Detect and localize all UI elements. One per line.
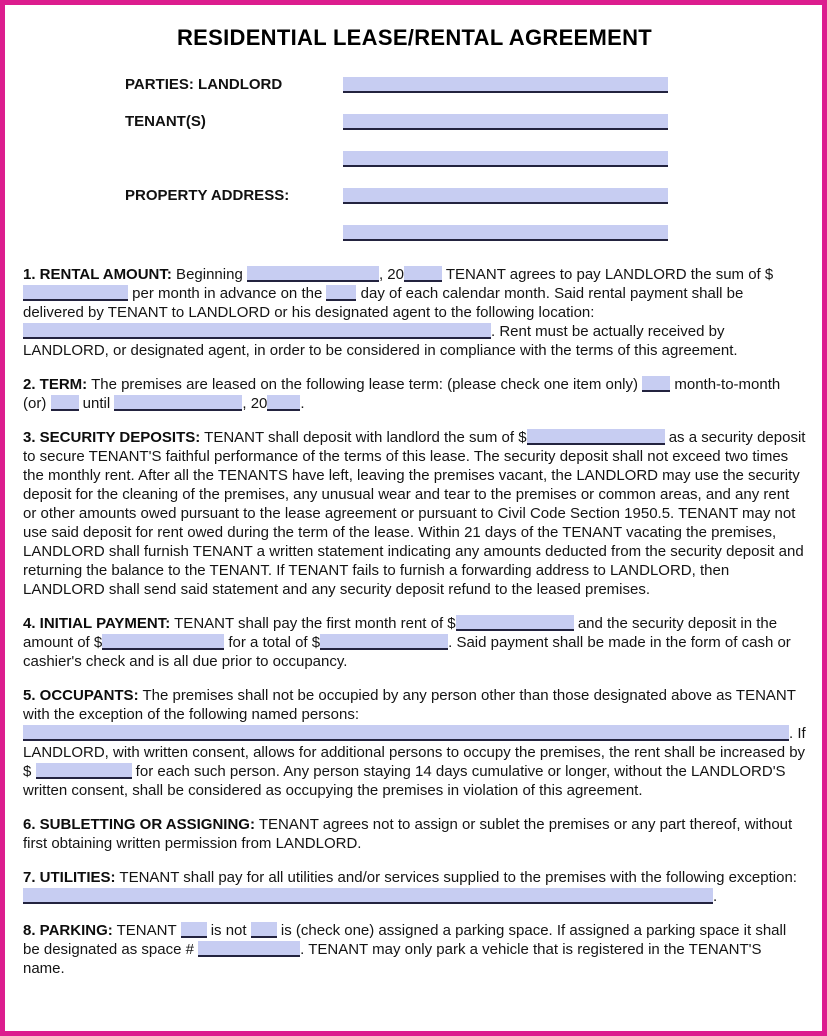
parking-space-number-field[interactable]	[198, 941, 300, 957]
landlord-row	[125, 71, 806, 93]
body-text: month-to-month (or)	[23, 376, 781, 412]
section-heading: 4. INITIAL PAYMENT:	[23, 615, 171, 632]
body-text: , 20	[242, 395, 268, 412]
tenant-name-field-1[interactable]	[343, 114, 668, 130]
section-3-security-deposits	[23, 428, 806, 599]
security-deposit-amount-field[interactable]	[527, 429, 665, 445]
utilities-exception-field[interactable]	[23, 888, 713, 904]
body-text: until	[78, 395, 115, 412]
tenant-name-field-2[interactable]	[343, 151, 668, 167]
body-text: , 20	[378, 266, 404, 283]
body-text: TENANT shall pay the first month rent of $	[170, 615, 456, 632]
section-7-utilities	[23, 868, 806, 906]
page-title: RESIDENTIAL LEASE/RENTAL AGREEMENT	[176, 25, 653, 50]
property-address-row-1	[125, 182, 806, 204]
section-4-initial-payment	[23, 614, 806, 671]
property-address-label: PROPERTY ADDRESS:	[125, 187, 290, 204]
property-address-field-2[interactable]	[343, 225, 668, 241]
body-text: and the security deposit in the amount of $	[23, 615, 778, 651]
tenant-row-2	[125, 145, 806, 167]
section-heading: 7. UTILITIES:	[23, 869, 116, 886]
parties-header	[125, 71, 806, 241]
body-text: is (check one) assigned a parking space. If assigned a parking space it shall be designated as space #	[23, 922, 787, 958]
body-text: TENANT shall deposit with landlord the sum of $	[200, 429, 527, 446]
body-text: for a total of $	[224, 634, 321, 651]
body-text: for each such person. Any person staying 14 days cumulative or longer, without the LANDLORD'S written consent, shall be considered as occupying the premises in violation of this agreement.	[23, 763, 786, 799]
month-to-month-checkbox-field[interactable]	[642, 376, 670, 392]
lease-begin-year-field[interactable]	[404, 266, 442, 282]
rent-due-day-field[interactable]	[326, 285, 356, 301]
named-occupants-field[interactable]	[23, 725, 789, 741]
body-text: The premises shall not be occupied by any person other than those designated above as TENANT with the exception of the following named persons:	[23, 687, 796, 723]
rent-increase-per-person-field[interactable]	[36, 763, 132, 779]
parties-landlord-label: PARTIES: LANDLORD	[125, 76, 283, 93]
payment-location-field[interactable]	[23, 323, 491, 339]
tenants-label: TENANT(S)	[125, 113, 206, 130]
section-5-occupants	[23, 686, 806, 800]
body-text: TENANT agrees not to assign or sublet the premises or any part thereof, without first obtaining written permission from LANDLORD.	[23, 816, 793, 852]
body-text: TENANT shall pay for all utilities and/or services supplied to the premises with the following exception:	[115, 869, 797, 886]
parking-is-not-checkbox-field[interactable]	[181, 922, 207, 938]
lease-begin-date-field[interactable]	[247, 266, 379, 282]
section-2-term	[23, 375, 806, 413]
section-8-parking	[23, 921, 806, 978]
body-text: Beginning	[171, 266, 247, 283]
monthly-rent-amount-field[interactable]	[23, 285, 128, 301]
section-heading: 8. PARKING:	[23, 922, 113, 939]
section-heading: 2. TERM:	[23, 376, 88, 393]
parking-is-checkbox-field[interactable]	[251, 922, 277, 938]
lease-end-date-field[interactable]	[114, 395, 242, 411]
section-heading: 1. RENTAL AMOUNT:	[23, 266, 172, 283]
body-text: day of each calendar month. Said rental payment shall be delivered by TENANT to LANDLORD or his designated agent to the following location:	[23, 285, 744, 321]
body-text: .	[300, 395, 305, 412]
body-text: per month in advance on the	[128, 285, 327, 302]
body-text: TENANT agrees to pay LANDLORD the sum of $	[441, 266, 774, 283]
landlord-name-field[interactable]	[343, 77, 668, 93]
body-text: . If LANDLORD, with written consent, allows for additional persons to occupy the premises, the rent shall be increased by $	[23, 725, 806, 780]
initial-security-deposit-field[interactable]	[102, 634, 224, 650]
property-address-field-1[interactable]	[343, 188, 668, 204]
body-text: .	[713, 888, 718, 905]
section-heading: 3. SECURITY DEPOSITS:	[23, 429, 201, 446]
total-initial-payment-field[interactable]	[320, 634, 448, 650]
property-address-row-2	[125, 219, 806, 241]
section-1-rental-amount	[23, 265, 806, 360]
body-text: as a security deposit to secure TENANT'S faithful performance of the terms of this lease. The security deposit shall not exceed two times the monthly rent. After all the TENANTS have left, leaving the premises vacant, the LANDLORD may use the security deposit for the cleaning of the premises, any unusual wear and tear to the premises or common areas, and any rent or other amounts owed pursuant to the lease agreement or pursuant to Civil Code Section 1950.5. TENANT may not use said deposit for rent owed during the term of the lease. Within 21 days of the TENANT vacating the premises, LANDLORD shall furnish TENANT a written statement indicating any amounts deducted from the security deposit and returning the balance to the TENANT. If TENANT fails to furnish a forwarding address to LANDLORD, then LANDLORD shall send said statement and any security deposit refund to the leased premises.	[23, 429, 806, 598]
tenant-row-1	[125, 108, 806, 130]
lease-end-year-field[interactable]	[267, 395, 300, 411]
section-heading: 5. OCCUPANTS:	[23, 687, 139, 704]
body-text: The premises are leased on the following lease term: (please check one item only)	[87, 376, 643, 393]
section-6-subletting	[23, 815, 806, 853]
body-text: . Said payment shall be made in the form of cash or cashier's check and is all due prior to occupancy.	[23, 634, 791, 670]
body-text: TENANT	[112, 922, 181, 939]
body-text: . Rent must be actually received by LANDLORD, or designated agent, in order to be considered in compliance with the terms of this agreement.	[23, 323, 738, 359]
body-text: . TENANT may only park a vehicle that is registered in the TENANT'S name.	[23, 941, 762, 977]
section-heading: 6. SUBLETTING OR ASSIGNING:	[23, 816, 255, 833]
first-month-rent-field[interactable]	[456, 615, 574, 631]
body-text: is not	[206, 922, 251, 939]
fixed-term-checkbox-field[interactable]	[51, 395, 79, 411]
